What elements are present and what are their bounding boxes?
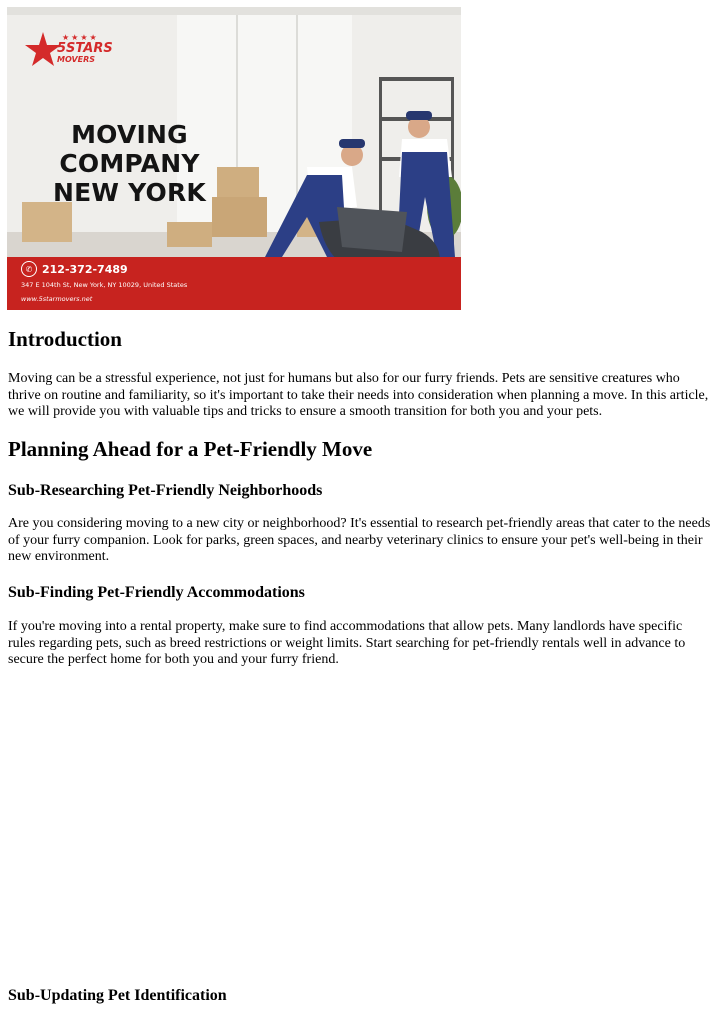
phone-number: 212-372-7489	[42, 262, 128, 276]
accommodations-paragraph: If you're moving into a rental property, make sure to find accommodations that allow pets. Many landlords have specific rules regarding pets, such as breed restrictions or weight limits. Start searching for pet-friendly rentals well in advance to secure the perfect home for both you and your furry friend.	[8, 619, 686, 667]
neighborhoods-paragraph: Are you considering moving to a new city or neighborhood? It's essential to research pet-friendly areas that cater to the needs of your furry companion. Look for parks, green spaces, and nearby veterinary clinics to ensure your pet's well-being in their new environment.	[8, 516, 711, 564]
sub-heading-accommodations: Sub-Finding Pet-Friendly Accommodations	[8, 584, 305, 601]
sub-heading-neighborhoods: Sub-Researching Pet-Friendly Neighborhoods	[8, 482, 323, 499]
company-website: www.5starmovers.net	[21, 295, 93, 303]
company-logo	[57, 43, 113, 64]
phone-line	[21, 261, 128, 277]
logo-sub-text: MOVERS	[57, 55, 96, 64]
intro-paragraph: Moving can be a stressful experience, not just for humans but also for our furry friends. Pets are sensitive creatures who thrive on routine and familiarity, so it's important to take their needs into consideration when planning a move. In this article, we will provide you with valuable tips and tricks to ensure a smooth transition for both you and your pets.	[8, 371, 709, 419]
intro-heading: Introduction	[8, 327, 122, 351]
logo-stars: ★★★★	[62, 33, 99, 42]
phone-icon: ✆	[21, 261, 37, 277]
hero-title: MOVING COMPANY NEW YORK	[53, 120, 206, 207]
logo-main-text: 5STARS	[57, 41, 113, 56]
company-address: 347 E 104th St, New York, NY 10029, United States	[21, 281, 188, 289]
sub-heading-identification: Sub-Updating Pet Identification	[8, 987, 227, 1004]
hero-banner	[7, 7, 461, 310]
planning-heading: Planning Ahead for a Pet-Friendly Move	[8, 437, 373, 461]
